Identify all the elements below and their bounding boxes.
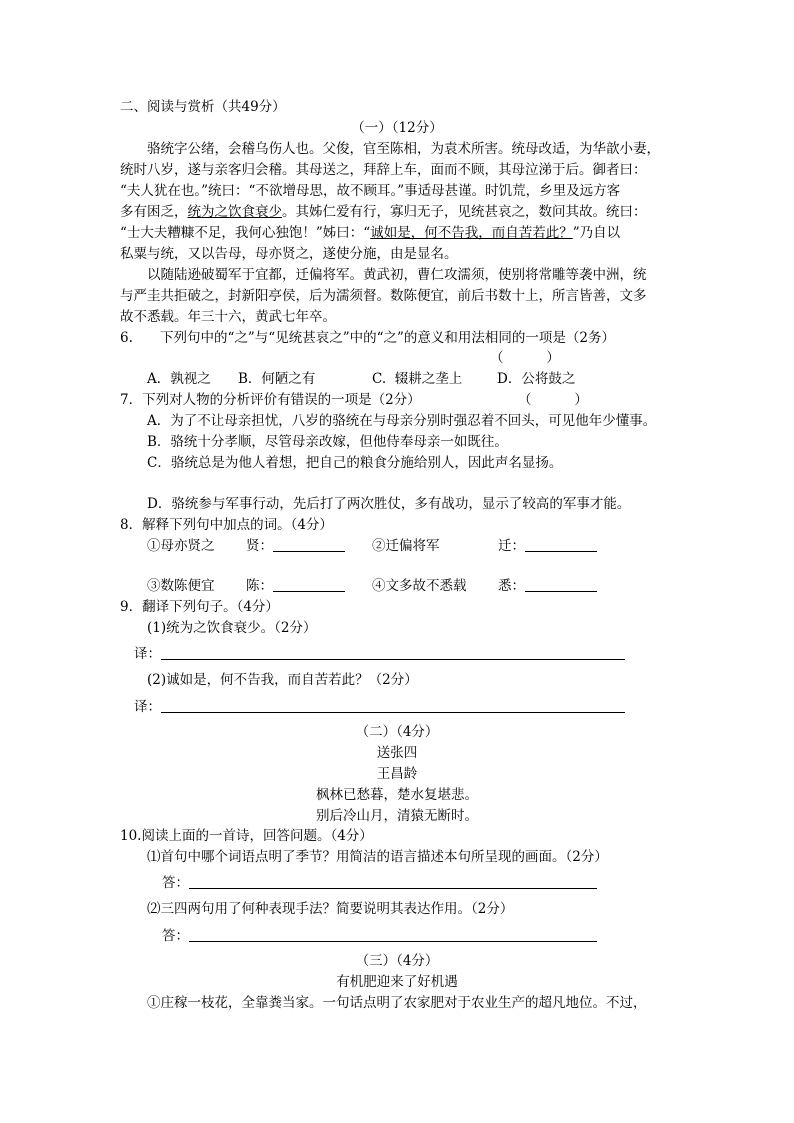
q8-item4-word: 悉： [498, 578, 525, 594]
part3-heading: （三）（4分） [355, 953, 439, 969]
q7-option-d: D．骆统参与军事行动，先后打了两次胜仗，多有战功，显示了较高的军事才能。 [147, 496, 631, 512]
q8-item3-blank[interactable] [273, 591, 345, 592]
passage-p1-line4 [120, 202, 647, 222]
q6-stem: 下列句中的“之”与“见统甚哀之”中的“之”的意义和用法相同的一项是（2务） [160, 330, 615, 346]
q7-stem: 7．下列对人物的分析评价有错误的一项是（2分） [120, 392, 421, 408]
q9-sentence1: (1)统为之饮食衰少。（2分） [147, 620, 317, 636]
q7-option-a: A．为了不让母亲担忧，八岁的骆统在与母亲分别时强忍着不回头，可见他年少懂事。 [147, 413, 657, 429]
q9-answer2-line[interactable] [161, 712, 625, 713]
q8-item4-sentence: ④文多故不悉载 [372, 578, 467, 594]
passage-text: ”乃自以 [572, 225, 621, 241]
section-title: 二、阅读与赏析（共49分） [120, 99, 286, 115]
part1-heading: （一）（12分） [351, 120, 443, 136]
q9-answer2-label: 译： [134, 699, 161, 715]
passage-text: “士大夫糟糠不足，我何心独饱！”姊曰：“ [120, 225, 371, 241]
q7-option-c: C．骆统总是为他人着想，把自己的粮食分施给别人，因此声名显扬。 [147, 455, 563, 471]
q9-answer1-line[interactable] [161, 659, 625, 660]
q8-item2-blank[interactable] [525, 551, 597, 552]
poem-line1: 枫林已愁暮，楚水复堪悲。 [316, 787, 478, 803]
q8-item3-word: 陈： [246, 578, 273, 594]
q8-item4-blank[interactable] [525, 591, 597, 592]
q7-option-b: B．骆统十分孝顺，尽管母亲改嫁，但他侍奉母亲一如既往。 [147, 434, 508, 450]
q10-answer2-label: 答： [162, 928, 189, 944]
passage-text: 多有困乏， [120, 204, 188, 220]
passage-p2-line1: 以随陆逊破蜀军于宜都，迁偏将军。黄武初，曹仁攻濡须，使别将常雕等袭中洲，统 [147, 267, 647, 283]
passage-p1-line1: 骆统字公绪，会稽乌伤人也。父俊，官至陈相，为袁术所害。统母改适，为华歆小妻， [147, 141, 660, 157]
q6-option-a: A．孰视之 [147, 371, 211, 387]
part2-heading: （二）（4分） [355, 724, 439, 740]
underlined-sentence-2: 诚如是，何不告我，而自苦若此？ [370, 225, 573, 241]
poem-title: 送张四 [376, 745, 418, 761]
q6-option-d: D．公将鼓之 [497, 371, 576, 387]
q6-answer-paren: （ ） [490, 350, 560, 366]
q6-number: 6. [120, 330, 133, 346]
passage-p1-line6: 私粟与统，又以告母，母亦贤之，遂使分施，由是显名。 [120, 246, 458, 262]
passage-p2-line2: 与严圭共拒破之，封新阳亭侯，后为濡须督。数陈便宜，前后书数十上，所言皆善，文多 [120, 288, 647, 304]
q10-sub2: ⑵三四两句用了何种表现手法？简要说明其表达作用。（2分） [147, 901, 514, 917]
passage-p1-line2: 统时八岁，遂与亲客归会稽。其母送之，拜辞上车，面而不顾，其母泣涕于后。御者曰： [120, 162, 647, 178]
q8-item3-sentence: ③数陈便宜 [147, 578, 215, 594]
q8-item1-blank[interactable] [273, 551, 345, 552]
passage-text: 。其姊仁爱有行，寡归无子，见统甚哀之，数问其故。统曰： [282, 204, 647, 220]
q7-answer-paren: （ ） [518, 392, 588, 408]
q6-option-b: B．何陋之有 [238, 371, 316, 387]
article-title: 有机肥迎来了好机遇 [336, 974, 458, 990]
q8-item1-word: 贤： [246, 538, 273, 554]
q10-answer2-line[interactable] [189, 941, 597, 942]
passage-p2-line3: 故不悉载。年三十六，黄武七年卒。 [120, 309, 336, 325]
poem-line2: 别后冷山月，清猿无断时。 [316, 808, 478, 824]
q10-stem: 10.阅读上面的一首诗，回答问题。（4分） [120, 828, 373, 844]
q10-answer1-label: 答： [162, 875, 189, 891]
q10-sub1: ⑴首句中哪个词语点明了季节？用简洁的语言描述本句所呈现的画面。（2分） [147, 849, 608, 865]
poem-author: 王昌龄 [376, 766, 418, 782]
q8-item2-word: 迁： [498, 538, 525, 554]
q8-stem: 8．解释下列句中加点的词。（4分） [120, 517, 333, 533]
q9-answer1-label: 译： [134, 646, 161, 662]
q10-answer1-line[interactable] [189, 888, 597, 889]
q9-sentence2: (2)诚如是，何不告我，而自苦若此？（2分） [147, 672, 418, 688]
q8-item1-sentence: ①母亦贤之 [147, 538, 215, 554]
underlined-sentence-1: 统为之饮食衰少 [187, 204, 282, 220]
q9-stem: 9．翻译下列句子。（4分） [120, 599, 279, 615]
q8-item2-sentence: ②迁偏将军 [372, 538, 440, 554]
q6-option-c: C. 辍耕之垄上 [372, 371, 463, 387]
article-line1: ①庄稼一枝花，全靠粪当家。一句话点明了农家肥对于农业生产的超凡地位。不过， [147, 995, 647, 1011]
passage-p1-line5 [120, 223, 620, 243]
passage-p1-line3: “夫人犹在也。”统曰：“不欲增母思，故不顾耳。”事适母甚谨。时饥荒，乡里及远方客 [120, 183, 621, 199]
